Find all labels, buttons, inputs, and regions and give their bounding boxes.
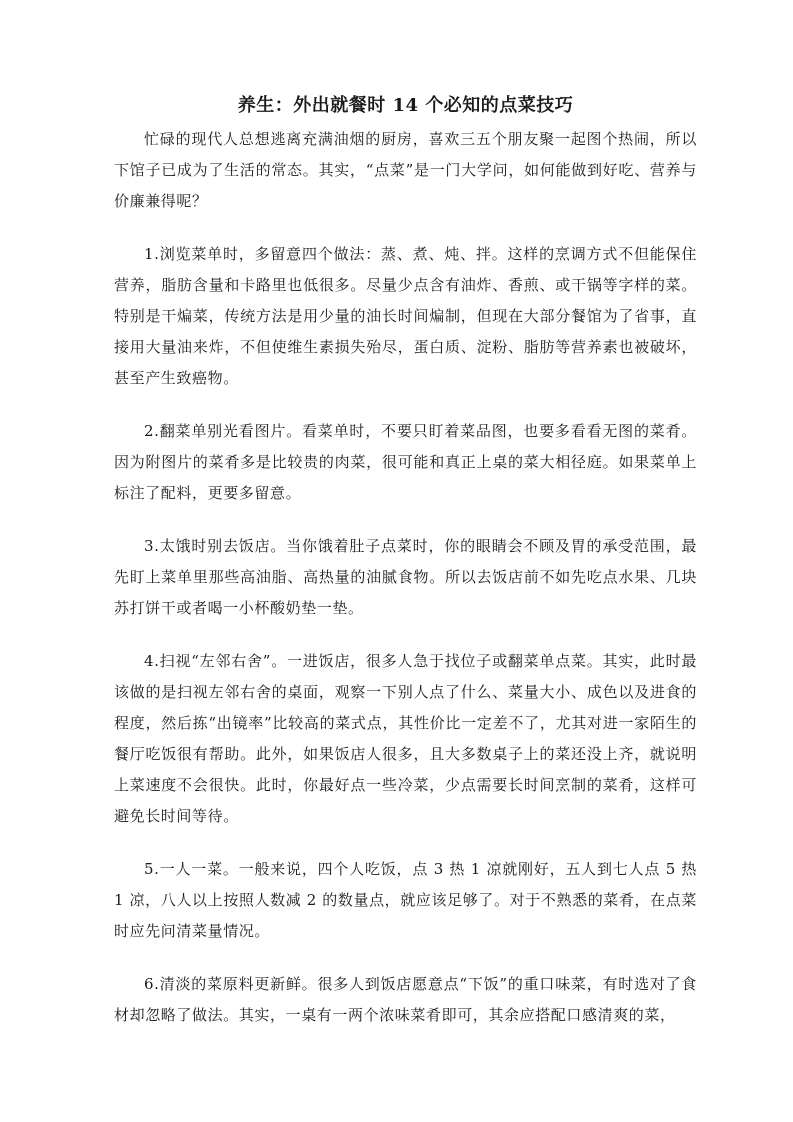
- tip-paragraph-2: 2.翻菜单别光看图片。看菜单时，不要只盯着菜品图，也要多看看无图的菜肴。因为附图片的菜肴多是比较贵的肉菜，很可能和真正上桌的菜大相径庭。如果菜单上标注了配料，更要多留意。: [114, 422, 697, 502]
- tip-paragraph-4: 4.扫视“左邻右舍”。一进饭店，很多人急于找位子或翻菜单点菜。其实，此时最该做的是扫视左邻右舍的桌面，观察一下别人点了什么、菜量大小、成色以及进食的程度，然后拣“出镜率”比较高的菜式点，其性价比一定差不了，尤其对进一家陌生的餐厅吃饭很有帮助。此外，如果饭店人很多，且大多数桌子上的菜还没上齐，就说明上菜速度不会很快。此时，你最好点一些冷菜，少点需要长时间烹制的菜肴，这样可避免长时间等待。: [114, 652, 697, 825]
- document-title: 养生：外出就餐时 14 个必知的点菜技巧: [237, 95, 574, 116]
- tip-paragraph-5: 5.一人一菜。一般来说，四个人吃饭，点 3 热 1 凉就刚好，五人到七人点 5 热 1 凉，八人以上按照人数减 2 的数量点，就应该足够了。对于不熟悉的菜肴，在点菜时应先问清菜量情况。: [114, 860, 697, 940]
- tip-paragraph-1: 1.浏览菜单时，多留意四个做法：蒸、煮、炖、拌。这样的烹调方式不但能保住营养，脂肪含量和卡路里也低很多。尽量少点含有油炸、香煎、或干锅等字样的菜。特别是干煸菜，传统方法是用少量的油长时间煸制，但现在大部分餐馆为了省事，直接用大量油来炸，不但使维生素损失殆尽，蛋白质、淀粉、脂肪等营养素也被破坏，甚至产生致癌物。: [114, 245, 697, 387]
- intro-paragraph: 忙碌的现代人总想逃离充满油烟的厨房，喜欢三五个朋友聚一起图个热闹，所以下馆子已成为了生活的常态。其实，“点菜”是一门大学问，如何能做到好吃、营养与价廉兼得呢？: [114, 130, 697, 210]
- tip-paragraph-3: 3.太饿时别去饭店。当你饿着肚子点菜时，你的眼睛会不顾及胃的承受范围，最先盯上菜单里那些高油脂、高热量的油腻食物。所以去饭店前不如先吃点水果、几块苏打饼干或者喝一小杯酸奶垫一垫。: [114, 537, 697, 617]
- tip-paragraph-6: 6.清淡的菜原料更新鲜。很多人到饭店愿意点“下饭”的重口味菜，有时选对了食材却忽略了做法。其实，一桌有一两个浓味菜肴即可，其余应搭配口感清爽的菜，: [114, 975, 697, 1024]
- document-page: [114, 92, 697, 1053]
